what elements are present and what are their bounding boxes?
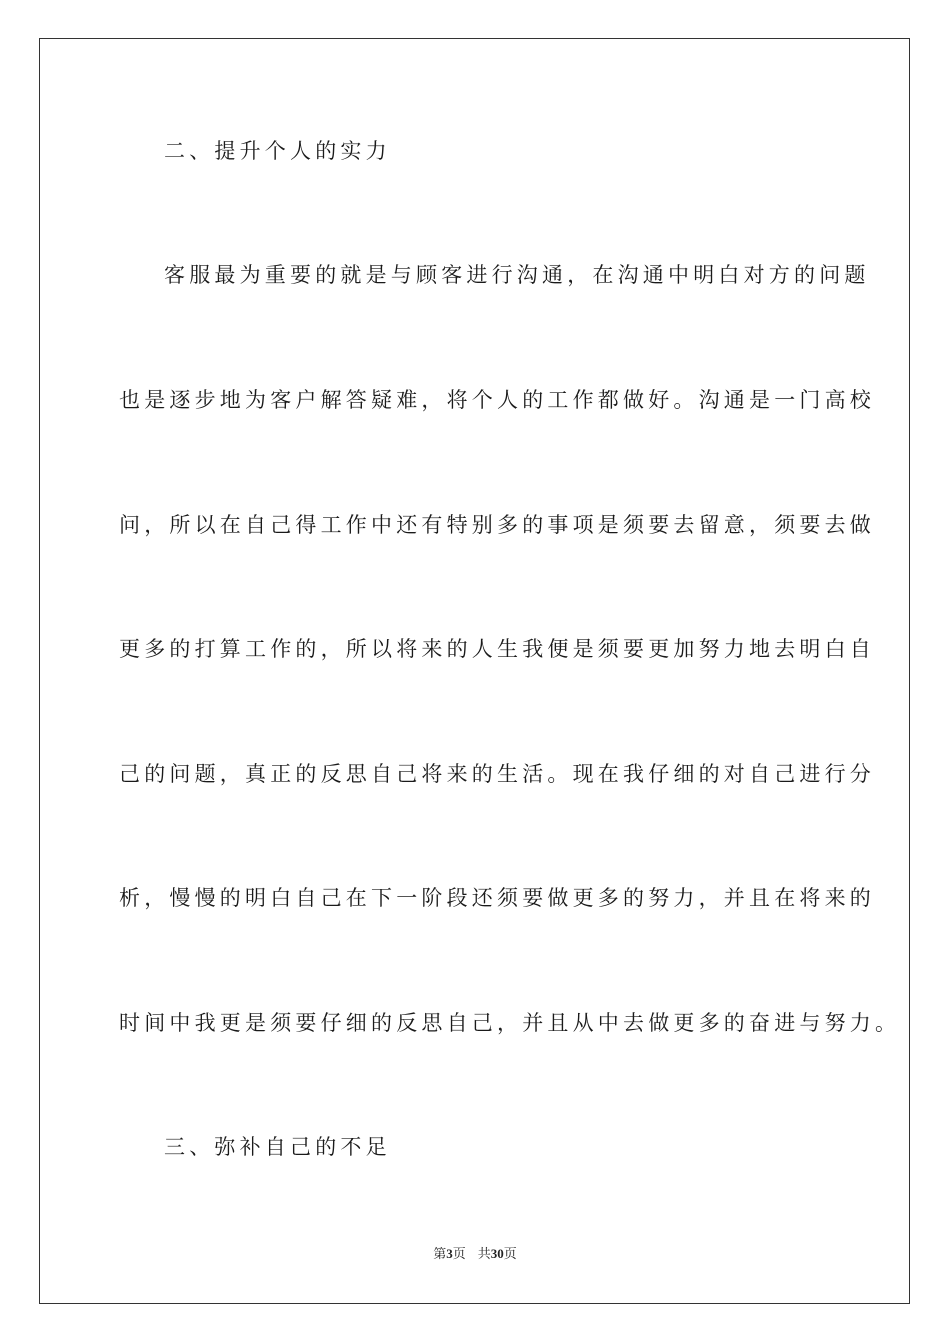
page-border <box>39 38 910 1304</box>
footer-total-prefix: 共 <box>477 1246 491 1261</box>
footer-total-pages: 30 <box>490 1246 504 1261</box>
section-heading-2: 二、提升个人的实力 <box>164 139 391 163</box>
page-footer <box>0 1245 950 1263</box>
footer-page-suffix: 页 <box>452 1246 466 1261</box>
footer-total-suffix: 页 <box>503 1246 517 1261</box>
paragraph-line-4: 更多的打算工作的，所以将来的人生我便是须要更加努力地去明白自 <box>119 637 875 661</box>
paragraph-line-1: 客服最为重要的就是与顾客进行沟通，在沟通中明白对方的问题 <box>164 263 870 287</box>
paragraph-line-6: 析，慢慢的明白自己在下一阶段还须要做更多的努力，并且在将来的 <box>119 886 875 910</box>
footer-page-number: 3 <box>446 1246 453 1261</box>
paragraph-line-5: 己的问题，真正的反思自己将来的生活。现在我仔细的对自己进行分 <box>119 762 875 786</box>
paragraph-line-2: 也是逐步地为客户解答疑难，将个人的工作都做好。沟通是一门高校 <box>119 388 875 412</box>
paragraph-line-3: 问，所以在自己得工作中还有特别多的事项是须要去留意，须要去做 <box>119 513 875 537</box>
footer-page-prefix: 第 <box>433 1246 447 1261</box>
paragraph-line-7: 时间中我更是须要仔细的反思自己，并且从中去做更多的奋进与努力。 <box>119 1011 901 1035</box>
section-heading-3: 三、弥补自己的不足 <box>164 1135 391 1159</box>
